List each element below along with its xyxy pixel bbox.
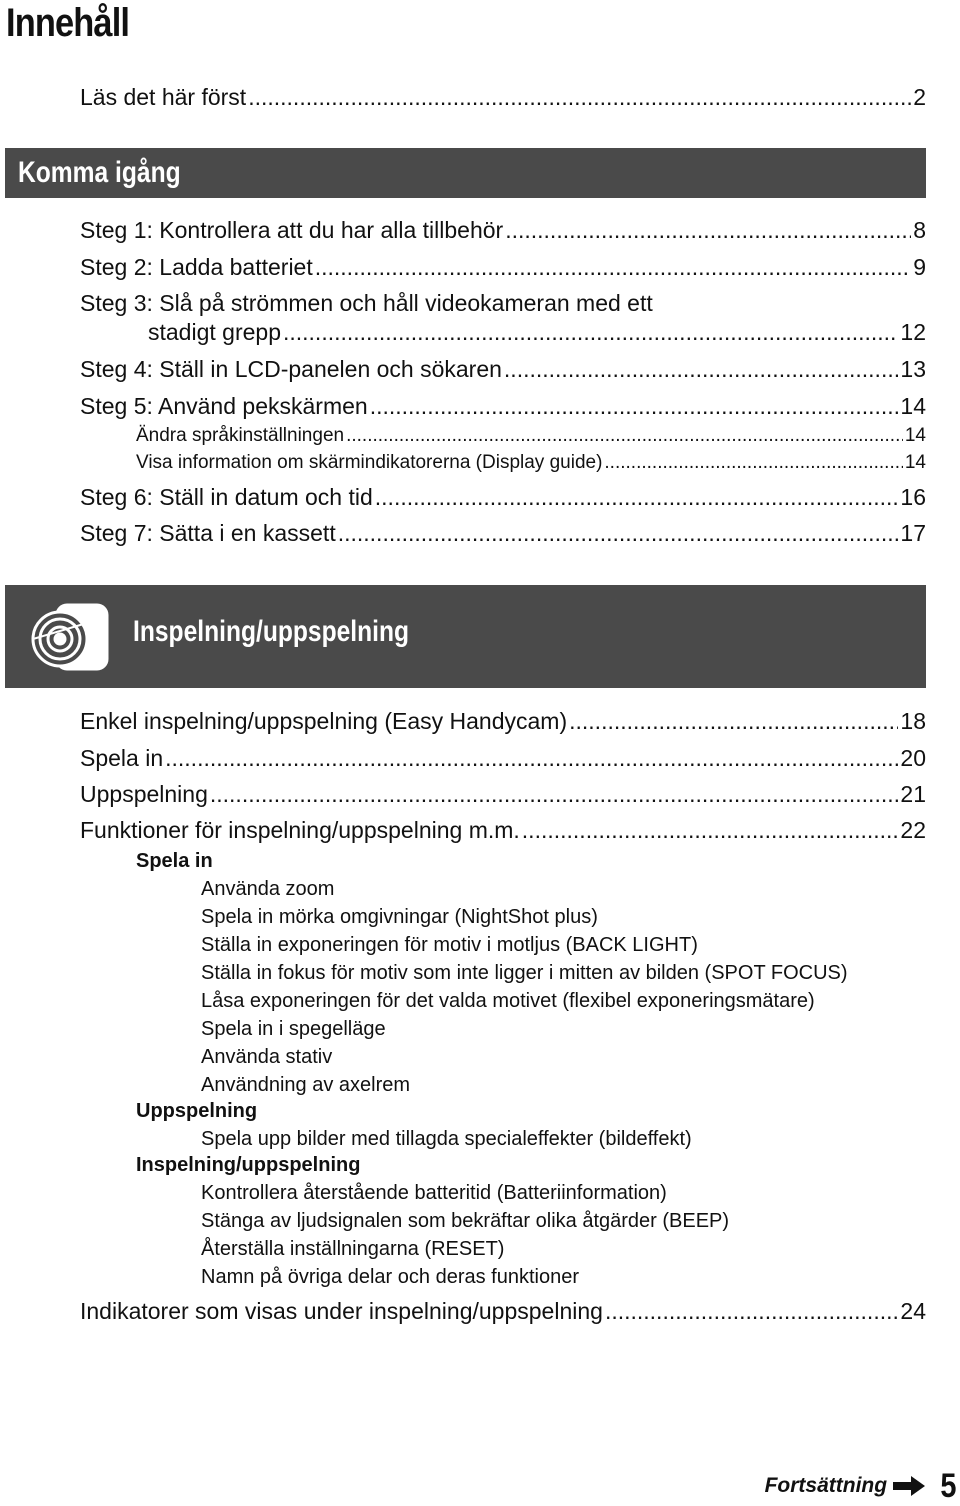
dot-leader	[605, 1297, 898, 1325]
toc-entry-intro[interactable]	[80, 83, 926, 111]
toc-entry-title: Steg 4: Ställ in LCD-panelen och sökaren	[80, 356, 502, 382]
toc-page-number: 18	[900, 708, 926, 734]
toc-entry-title: Steg 5: Använd pekskärmen	[80, 393, 368, 419]
toc-page-number: 14	[904, 425, 926, 446]
toc-entry-title: Läs det här först	[80, 84, 247, 110]
feature-item: Namn på övriga delar och deras funktioner	[201, 1266, 579, 1288]
toc-page-number: 16	[900, 484, 926, 510]
feature-item: Återställa inställningarna (RESET)	[201, 1238, 505, 1260]
toc-page-number: 2	[913, 84, 926, 110]
dot-leader	[505, 216, 911, 244]
dot-leader	[248, 83, 911, 111]
dot-leader	[315, 253, 911, 281]
feature-item: Använda zoom	[201, 878, 335, 900]
toc-entry-title: Enkel inspelning/uppspelning (Easy Handycam)	[80, 708, 568, 734]
toc-entry[interactable]	[80, 1297, 926, 1325]
feature-item: Ställa in fokus för motiv som inte ligger i mitten av bilden (SPOT FOCUS)	[201, 962, 848, 984]
toc-entry[interactable]	[80, 816, 926, 844]
toc-entry[interactable]	[80, 253, 926, 281]
dot-leader	[604, 451, 902, 475]
toc-entry[interactable]	[80, 392, 926, 420]
toc-page-number: 20	[900, 745, 926, 771]
toc-page-number: 17	[900, 520, 926, 546]
group-label-inspelning-uppspelning: Inspelning/uppspelning	[136, 1154, 361, 1176]
dot-leader	[569, 707, 898, 735]
toc-page-number: 12	[900, 319, 926, 345]
toc-entry-title: Funktioner för inspelning/uppspelning m.m.	[80, 817, 520, 843]
toc-entry-first-line[interactable]	[80, 289, 926, 317]
toc-entry[interactable]	[80, 780, 926, 808]
toc-entry[interactable]	[148, 318, 926, 346]
toc-entry-continuation: stadigt grepp	[148, 319, 281, 345]
toc-entry-title: Ändra språkinställningen	[136, 425, 345, 446]
feature-item: Kontrollera återstående batteritid (Batteriinformation)	[201, 1182, 667, 1204]
dot-leader	[346, 424, 903, 448]
dot-leader	[375, 483, 899, 511]
toc-page-number: 14	[900, 393, 926, 419]
section-heading: Inspelning/uppspelning	[133, 615, 410, 648]
toc-entry[interactable]	[80, 483, 926, 511]
section-heading: Komma igång	[18, 156, 181, 189]
dot-leader	[522, 816, 899, 844]
feature-item: Spela in mörka omgivningar (NightShot plus)	[201, 906, 598, 928]
feature-item: Stänga av ljudsignalen som bekräftar olika åtgärder (BEEP)	[201, 1210, 730, 1232]
section-header-inspelning	[5, 585, 926, 688]
dot-leader	[338, 519, 899, 547]
feature-item: Ställa in exponeringen för motiv i motljus (BACK LIGHT)	[201, 934, 698, 956]
toc-page-number: 13	[900, 356, 926, 382]
camcorder-icon	[27, 595, 115, 677]
toc-entry-title: Steg 7: Sätta i en kassett	[80, 520, 336, 546]
toc-page-number: 21	[900, 781, 926, 807]
dot-leader	[210, 780, 899, 808]
continue-label: Fortsättning	[764, 1474, 888, 1497]
toc-subentry[interactable]	[136, 451, 926, 475]
toc-entry-title: Uppspelning	[80, 781, 208, 807]
toc-page-number: 8	[913, 217, 926, 243]
toc-page-number: 22	[900, 817, 926, 843]
arrow-right-icon	[891, 1474, 927, 1498]
toc-page-number: 24	[900, 1298, 926, 1324]
feature-item: Användning av axelrem	[201, 1074, 411, 1096]
feature-item: Spela upp bilder med tillagda specialeffekter (bildeffekt)	[201, 1128, 692, 1150]
feature-item: Använda stativ	[201, 1046, 333, 1068]
dot-leader	[370, 392, 899, 420]
toc-entry-title: Steg 1: Kontrollera att du har alla tillbehör	[80, 217, 504, 243]
dot-leader	[504, 355, 898, 383]
dot-leader	[165, 744, 898, 772]
page-footer	[765, 1468, 960, 1504]
toc-entry-title: Spela in	[80, 745, 164, 771]
toc-entry[interactable]	[80, 216, 926, 244]
toc-entry-title: Steg 3: Slå på strömmen och håll videokameran med ett	[80, 290, 653, 316]
toc-entry-title: Indikatorer som visas under inspelning/uppspelning	[80, 1298, 603, 1324]
toc-entry[interactable]	[80, 707, 926, 735]
dot-leader	[283, 318, 898, 346]
toc-entry-title: Steg 2: Ladda batteriet	[80, 254, 313, 280]
feature-item: Spela in i spegelläge	[201, 1018, 386, 1040]
toc-entry-title: Visa information om skärmindikatorerna (Display guide)	[136, 452, 603, 473]
toc-subentry[interactable]	[136, 424, 926, 448]
page-number: 5	[940, 1466, 957, 1505]
toc-page-number: 14	[904, 452, 926, 473]
toc-entry[interactable]	[80, 744, 926, 772]
toc-page-number: 9	[913, 254, 926, 280]
toc-entry-title: Steg 6: Ställ in datum och tid	[80, 484, 373, 510]
page-title: Innehåll	[6, 1, 130, 45]
group-label-spela-in: Spela in	[136, 850, 213, 872]
section-header-komma-igang	[5, 148, 926, 198]
feature-item: Låsa exponeringen för det valda motivet (flexibel exponeringsmätare)	[201, 990, 815, 1012]
group-label-uppspelning: Uppspelning	[136, 1100, 258, 1122]
toc-entry[interactable]	[80, 355, 926, 383]
toc-entry[interactable]	[80, 519, 926, 547]
